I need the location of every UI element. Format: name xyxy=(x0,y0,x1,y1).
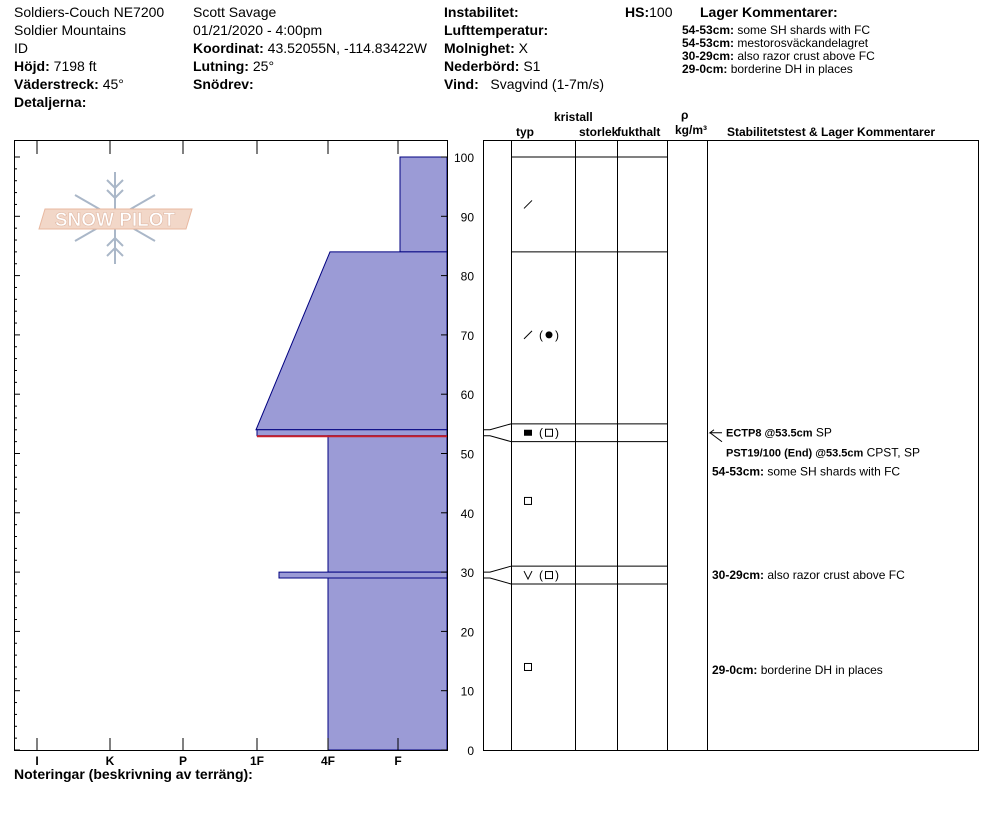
col-storlek: storlek xyxy=(579,125,619,139)
layer-comment-text: borderine DH in places xyxy=(757,662,883,677)
col-fukthalt: fukthalt xyxy=(617,125,661,139)
y-tick-label: 0 xyxy=(467,744,474,758)
crystal-symbol xyxy=(524,426,559,440)
hardness-layer xyxy=(279,572,447,578)
crystal-symbol xyxy=(525,663,532,670)
test-arrow-icon xyxy=(710,430,722,433)
layer-connector xyxy=(483,566,511,572)
square-icon xyxy=(525,497,532,504)
y-tick-label: 70 xyxy=(460,328,474,343)
instability-label: Instabilitet: xyxy=(444,4,519,20)
hardness-tick-label: I xyxy=(35,754,39,768)
wind-value: Svagvind (1-7m/s) xyxy=(490,76,605,92)
y-tick-label: 100 xyxy=(453,151,474,165)
hardness-layer xyxy=(328,578,447,750)
stability-test xyxy=(726,446,920,460)
y-tick-label: 30 xyxy=(460,566,474,581)
layer-comment-text: borderine DH in places xyxy=(730,62,853,76)
layer-comment-range: 30-29cm: xyxy=(682,49,735,63)
stability-test-note: SP xyxy=(812,425,832,440)
layer-comment-range: 29-0cm: xyxy=(682,62,728,76)
datetime: 01/21/2020 - 4:00pm xyxy=(193,22,323,38)
cloud-value: X xyxy=(518,40,528,56)
layer-comment-text: also razor crust above FC xyxy=(764,568,905,583)
hardness-tick-label: K xyxy=(105,754,115,768)
details-label: Detaljerna: xyxy=(14,94,87,110)
paren-symbol: ) xyxy=(555,327,559,342)
cloud-label: Molnighet: xyxy=(444,40,515,56)
paren-symbol: ( xyxy=(539,568,543,583)
slash-icon xyxy=(524,331,532,339)
layer-connector xyxy=(483,578,511,584)
slash-icon xyxy=(524,200,532,208)
y-tick-label: 50 xyxy=(460,447,474,462)
hardness-layer xyxy=(400,157,447,252)
aspect-label: Väderstreck: xyxy=(14,76,99,92)
y-tick-label: 60 xyxy=(460,388,474,403)
stability-test-note: CPST, SP xyxy=(863,445,920,460)
precip-value: S1 xyxy=(523,58,541,74)
square-icon xyxy=(546,572,553,579)
layer-comment-text: mestorosväckandelagret xyxy=(737,36,869,50)
wind-label: Vind: xyxy=(444,76,479,92)
hardness-tick-label: 1F xyxy=(249,754,265,768)
state: ID xyxy=(14,40,28,56)
col-stability-title: Stabilitetstest & Lager Kommentarer xyxy=(727,125,936,139)
paren-symbol: ( xyxy=(539,327,543,342)
filled-square-icon xyxy=(524,430,532,436)
layer-comment xyxy=(712,663,883,677)
hardness-tick-label: P xyxy=(178,754,188,768)
hardness-layer xyxy=(257,430,447,436)
layer-comment xyxy=(712,568,905,582)
dot-icon xyxy=(546,331,553,338)
col-typ: typ xyxy=(516,125,534,139)
observer: Scott Savage xyxy=(193,4,277,20)
crystal-symbol xyxy=(524,568,559,582)
col-density-unit: kg/m³ xyxy=(675,123,708,137)
crystal-symbol xyxy=(525,497,532,504)
snowflake-logo-icon xyxy=(39,172,192,264)
y-tick-label: 40 xyxy=(460,506,474,521)
hardness-layer xyxy=(328,436,447,572)
v-icon xyxy=(524,571,532,579)
mountain-range: Soldier Mountains xyxy=(14,22,127,38)
elevation-label: Höjd: xyxy=(14,58,50,74)
col-kristall: kristall xyxy=(554,110,593,124)
hardness-tick-label: F xyxy=(394,754,402,768)
paren-symbol: ) xyxy=(555,425,559,440)
layer-comments-title: Lager Kommentarer: xyxy=(700,4,838,20)
stability-test-label: ECTP8 @53.5cm xyxy=(726,427,813,440)
logo-text: SNOW PILOT xyxy=(54,210,176,231)
layer-comment-range: 30-29cm: xyxy=(712,568,765,583)
crystal-symbol xyxy=(524,328,559,342)
location-name: Soldiers-Couch NE7200 xyxy=(14,4,165,20)
layer-connector xyxy=(483,424,511,430)
crystal-symbol xyxy=(524,200,532,208)
notes-label: Noteringar (beskrivning av terräng): xyxy=(14,766,253,782)
layer-comment-range: 29-0cm: xyxy=(712,662,758,677)
paren-symbol: ) xyxy=(555,568,559,583)
airtemp-label: Lufttemperatur: xyxy=(444,22,549,38)
coord-label: Koordinat: xyxy=(193,40,264,56)
layer-comment-text: some SH shards with FC xyxy=(737,23,871,37)
stability-test-label: PST19/100 (End) @53.5cm xyxy=(726,447,864,460)
hs-value: 100 xyxy=(649,4,673,20)
elevation-value: 7198 ft xyxy=(53,58,97,74)
layer-connector xyxy=(483,436,511,442)
layer-comment xyxy=(712,464,900,478)
layer-comment-range: 54-53cm: xyxy=(682,36,735,50)
precip-label: Nederbörd: xyxy=(444,58,520,74)
coord-value: 43.52055N, -114.83422W xyxy=(267,40,427,56)
layer-comment-text: also razor crust above FC xyxy=(737,49,875,63)
hardness-tick-label: 4F xyxy=(320,754,336,768)
hs-label: HS: xyxy=(625,4,650,20)
stability-test xyxy=(726,426,832,440)
y-tick-label: 10 xyxy=(460,684,474,699)
square-icon xyxy=(546,429,553,436)
layer-comment-range: 54-53cm: xyxy=(712,464,765,479)
y-tick-label: 20 xyxy=(460,625,474,640)
slope-label: Lutning: xyxy=(193,58,249,74)
aspect-value: 45° xyxy=(102,76,124,92)
y-tick-label: 90 xyxy=(460,210,474,225)
drift-label: Snödrev: xyxy=(193,76,254,92)
paren-symbol: ( xyxy=(539,425,543,440)
y-tick-label: 80 xyxy=(460,269,474,284)
col-rho: ρ xyxy=(681,108,689,122)
hardness-layer xyxy=(256,252,447,430)
layer-comment-range: 54-53cm: xyxy=(682,23,735,37)
square-icon xyxy=(525,663,532,670)
slope-value: 25° xyxy=(252,58,275,74)
layer-comment-text: some SH shards with FC xyxy=(764,464,901,479)
test-arrow-icon xyxy=(710,433,722,442)
